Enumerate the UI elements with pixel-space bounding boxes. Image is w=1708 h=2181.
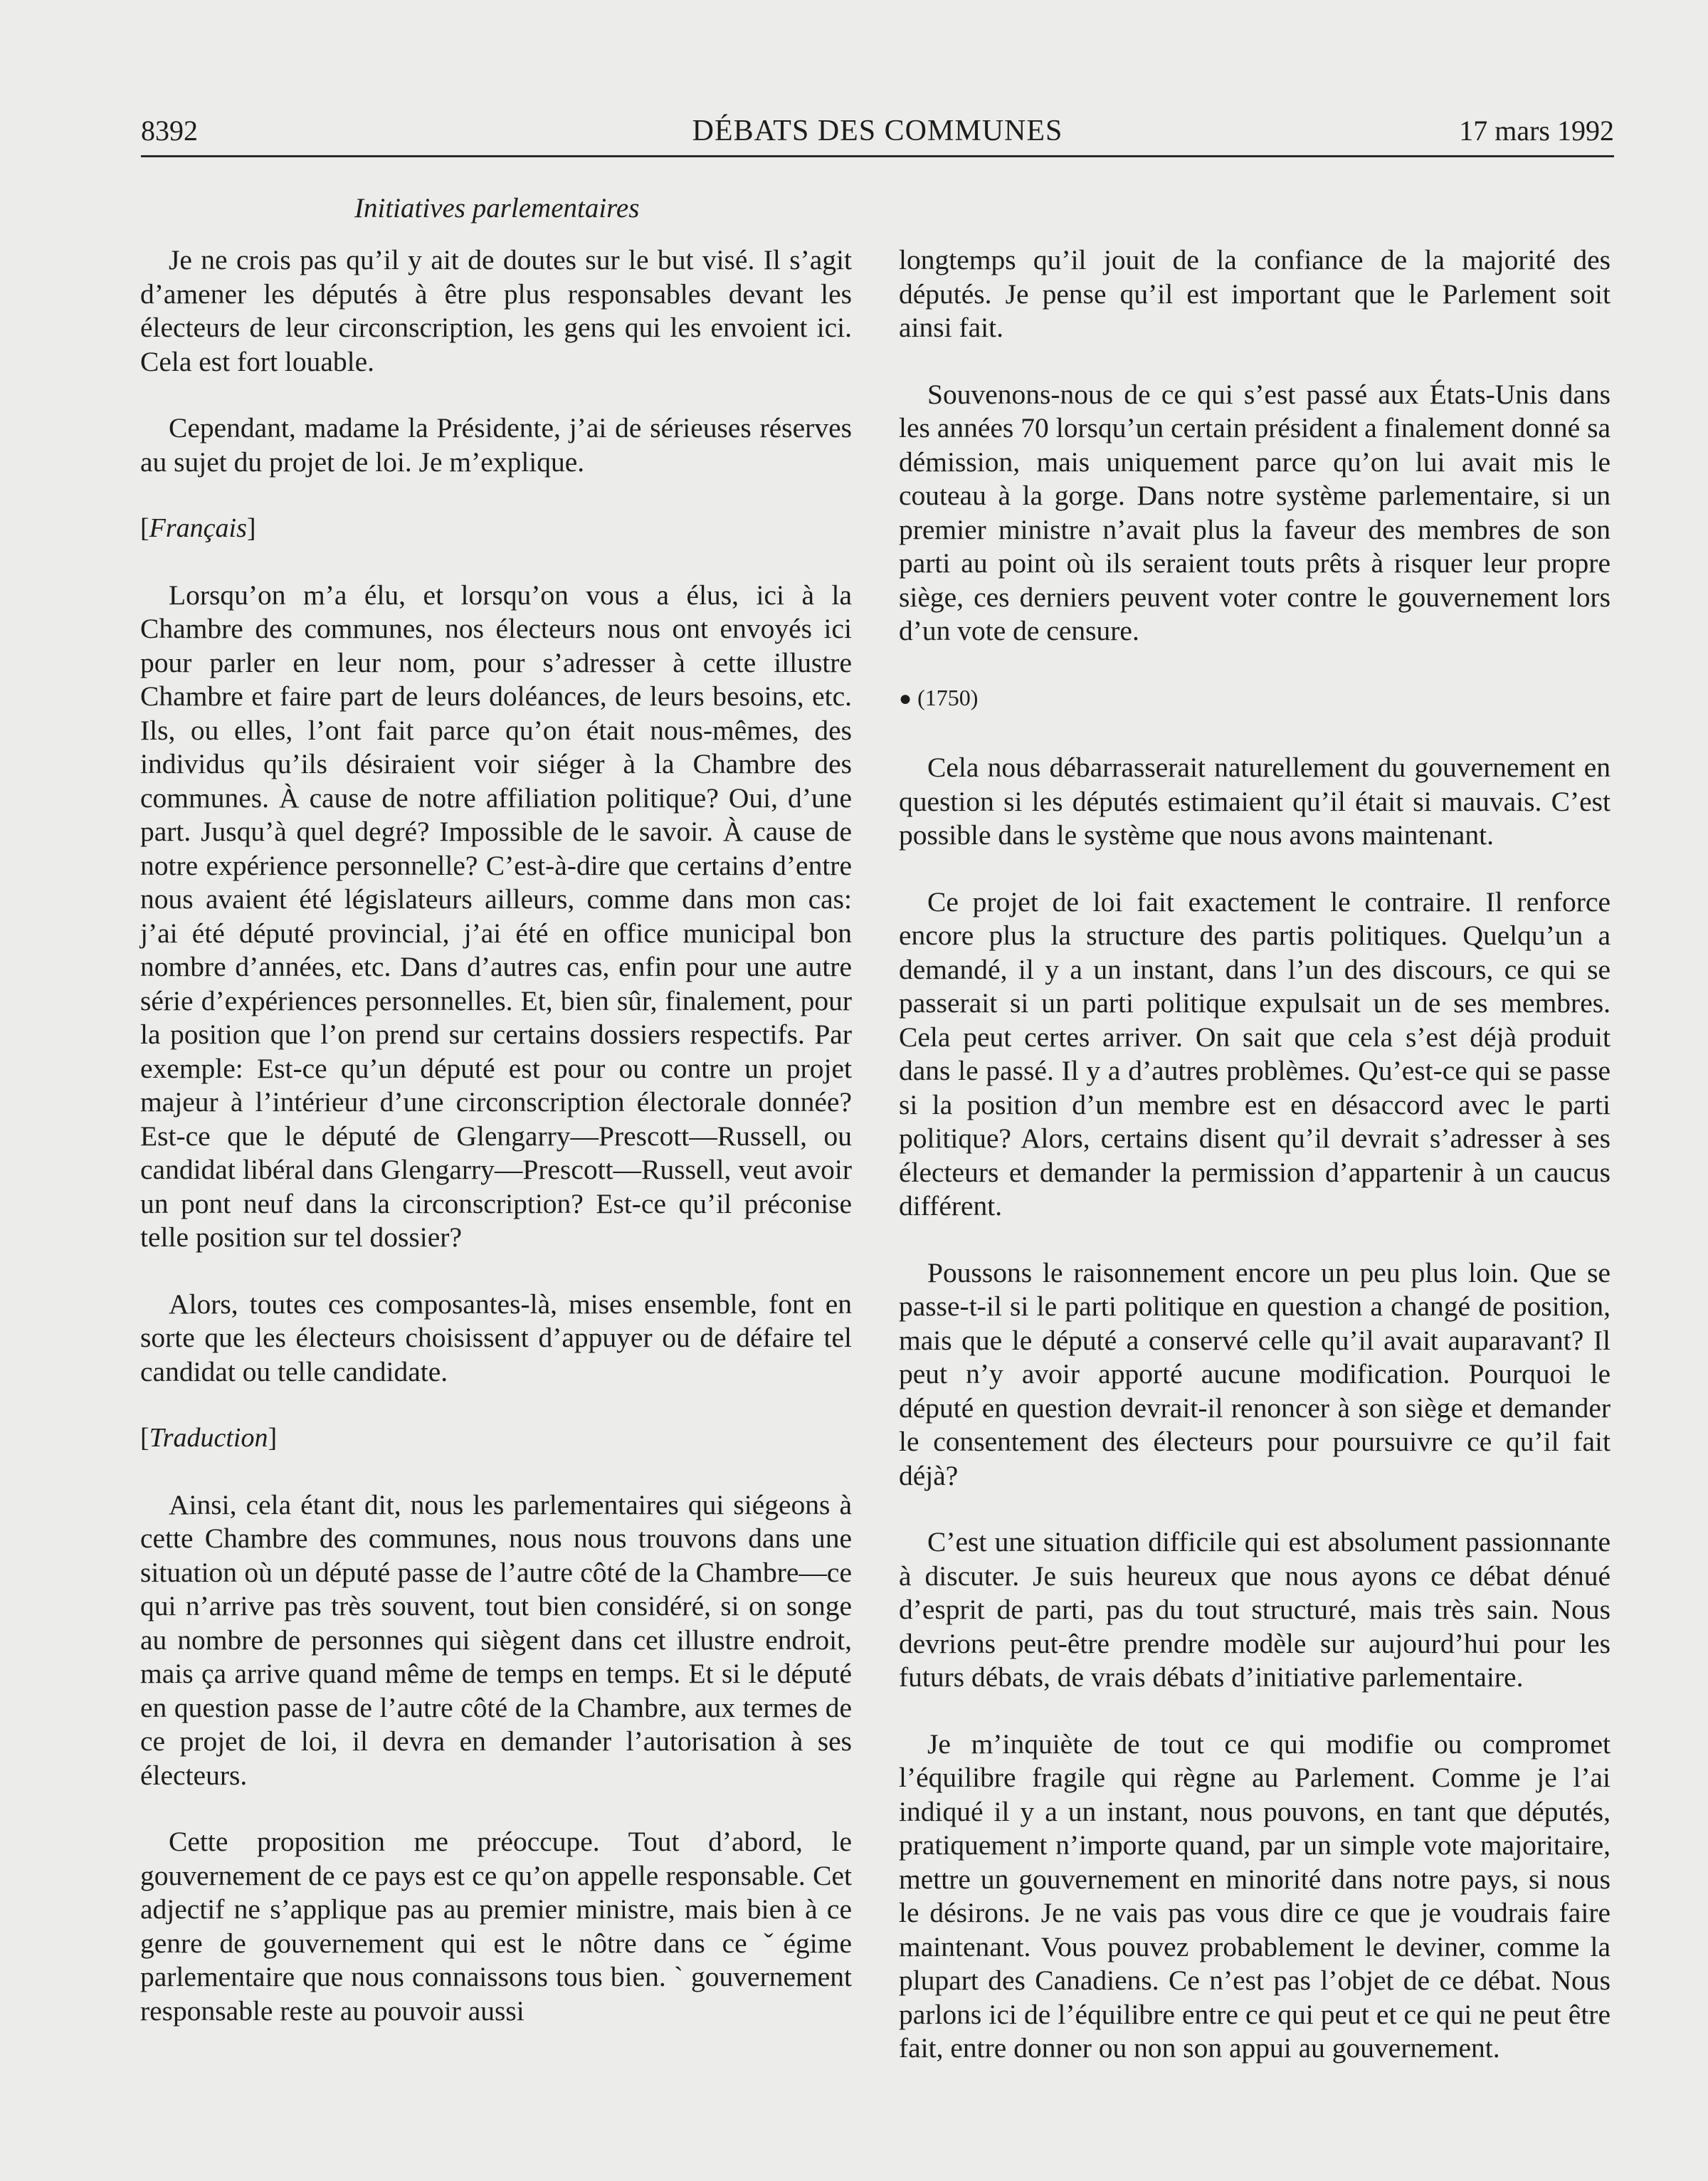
publication-date: 17 mars 1992: [1459, 115, 1614, 147]
paragraph: Cependant, madame la Présidente, j’ai de sérieuses réserves au sujet du projet de loi. Je m’explique.: [140, 412, 852, 478]
bullet-icon: ●: [899, 686, 912, 710]
paragraph: Cela nous débarrasserait naturellement du gouvernement en question si les députés estimaient qu’il était si mauvais. C’est possible dans le système que nous avons maintenant.: [899, 752, 1611, 851]
paragraph: Lorsqu’on m’a élu, et lorsqu’on vous a élus, ici à la Chambre des communes, nos électeurs nous ont envoyés ici pour parler en leur nom, pour s’adresser à cette illustre Chambre et faire part de leurs doléances, de leurs besoins, etc. Ils, ou elles, l’ont fait parce qu’on était nous-mêmes, des individus qu’ils désiraient voir siéger à la Chambre des communes. À cause de notre affiliation politique? Oui, d’une part. Jusqu’à quel degré? Impossible de le savoir. À cause de notre expérience personnelle? C’est-à-dire que certains d’entre nous avaient été législateurs ailleurs, comme dans mon cas: j’ai été député provincial, j’ai été en office municipal bon nombre d’années, etc. Dans d’autres cas, enfin pour une autre série d’expériences personnelles. Et, bien sûr, finalement, pour la position que l’on prend sur certains dossiers respectifs. Par exemple: Est-ce qu’un député est pour ou contre un projet majeur à l’intérieur d’une circonscription électorale donnée? Est-ce que le député de Glengarry—Prescott—Russell, ou candidat libéral dans Glengarry—Prescott—Russell, veut avoir un pont neuf dans la circonscription? Est-ce qu’il préconise telle position sur tel dossier?: [140, 579, 852, 1253]
paragraph: Poussons le raisonnement encore un peu plus loin. Que se passe-t-il si le parti politique en question a changé de position, mais que le député a conservé celle qu’il avait auparavant? Il peut n’y avoir apporté aucune modification. Pourquoi le député en question devrait-il renoncer à son siège et demander le consentement des électeurs pour poursuivre ce qu’il fait déjà?: [899, 1256, 1611, 1491]
paragraph: Je ne crois pas qu’il y ait de doutes sur le but visé. Il s’agit d’amener les députés à être plus responsables devant les électeurs de leur circonscription, les gens qui les envoient ici. Cela est fort louable.: [140, 244, 852, 377]
time-marker: [899, 681, 1611, 716]
paragraph: Cette proposition me préoccupe. Tout d’abord, le gouvernement de ce pays est ce qu’on appelle responsable. Cet adjectif ne s’applique pas au premier ministre, mais bien à ce genre de gouvernement qui est le nôtre dans ce ˇégime parlementaire que nous connaissons tous bien. ` gouvernement responsable reste au pouvoir aussi: [140, 1826, 852, 2027]
paragraph: longtemps qu’il jouit de la confiance de la majorité des députés. Je pense qu’il est important que le Parlement soit ainsi fait.: [899, 244, 1611, 343]
page-number: 8392: [141, 115, 198, 147]
section-title: Initiatives parlementaires: [354, 193, 640, 224]
paragraph: Je m’inquiète de tout ce qui modifie ou compromet l’équilibre fragile qui règne au Parlement. Comme je l’ai indiqué il y a un instant, nous pouvons, en tant que députés, pratiquement n’importe quand, par un simple vote majoritaire, mettre un gouvernement en minorité dans notre pays, si nous le désirons. Je ne vais pas vous dire ce que je voudrais faire maintenant. Vous pouvez probablement le deviner, comme la plupart des Canadiens. Ce n’est pas l’objet de ce débat. Nous parlons ici de l’équilibre entre ce qui peut et ce qui ne peut être fait, entre donner ou non son appui au gouvernement.: [899, 1728, 1611, 2064]
page-header: [141, 114, 1614, 157]
header-rule: [141, 155, 1614, 157]
language-label-text: Français: [149, 513, 247, 543]
paragraph: Ainsi, cela étant dit, nous les parlementaires qui siégeons à cette Chambre des communes, nous nous trouvons dans une situation où un député passe de l’autre côté de la Chambre—ce qui n’arrive pas très souvent, tout bien considéré, si on songe au nombre de personnes qui siègent dans cet illustre endroit, mais ça arrive quand même de temps en temps. Et si le député en question passe de l’autre côté de la Chambre, aux termes de ce projet de loi, il devra en demander l’autorisation à ses électeurs.: [140, 1488, 852, 1791]
paragraph: Souvenons-nous de ce qui s’est passé aux États-Unis dans les années 70 lorsqu’un certain président a finalement donné sa démission, mais uniquement parce qu’on lui avait mis le couteau à la gorge. Dans notre système parlementaire, si un premier ministre n’avait plus la faveur des membres de son parti au point où ils seraient touts prêts à risquer leur propre siège, ces derniers peuvent voter contre le gouvernement lors d’un vote de censure.: [899, 378, 1611, 646]
paragraph: C’est une situation difficile qui est absolument passionnante à discuter. Je suis heureux que nous ayons ce débat dénué d’esprit de parti, pas du tout structuré, mais très sain. Nous devrions peut-être prendre modèle sur aujourd’hui pour les futurs débats, de vrais débats d’initiative parlementaire.: [899, 1526, 1611, 1693]
language-label: [Français]: [140, 513, 256, 543]
left-column: [140, 243, 852, 2061]
right-column: [899, 243, 1611, 2098]
language-label-text: Traduction: [149, 1423, 268, 1453]
publication-title: DÉBATS DES COMMUNES: [692, 115, 1063, 147]
language-label: [Traduction]: [140, 1423, 278, 1453]
paragraph: Alors, toutes ces composantes-là, mises ensemble, font en sorte que les électeurs choisissent d’appuyer ou de défaire tel candidat ou telle candidate.: [140, 1288, 852, 1387]
time-marker-text: (1750): [917, 684, 979, 710]
paragraph: Ce projet de loi fait exactement le contraire. Il renforce encore plus la structure des partis politiques. Quelqu’un a demandé, il y a un instant, dans l’un des discours, ce qui se passerait si un parti politique expulsait un de ses membres. Cela peut certes arriver. On sait que cela s’est déjà produit dans le passé. Il y a d’autres problèmes. Qu’est-ce qui se passe si la position d’un membre est en désaccord avec le parti politique? Alors, certains disent qu’il devrait s’adresser à ses électeurs et demander la permission d’appartenir à un caucus différent.: [899, 885, 1611, 1221]
